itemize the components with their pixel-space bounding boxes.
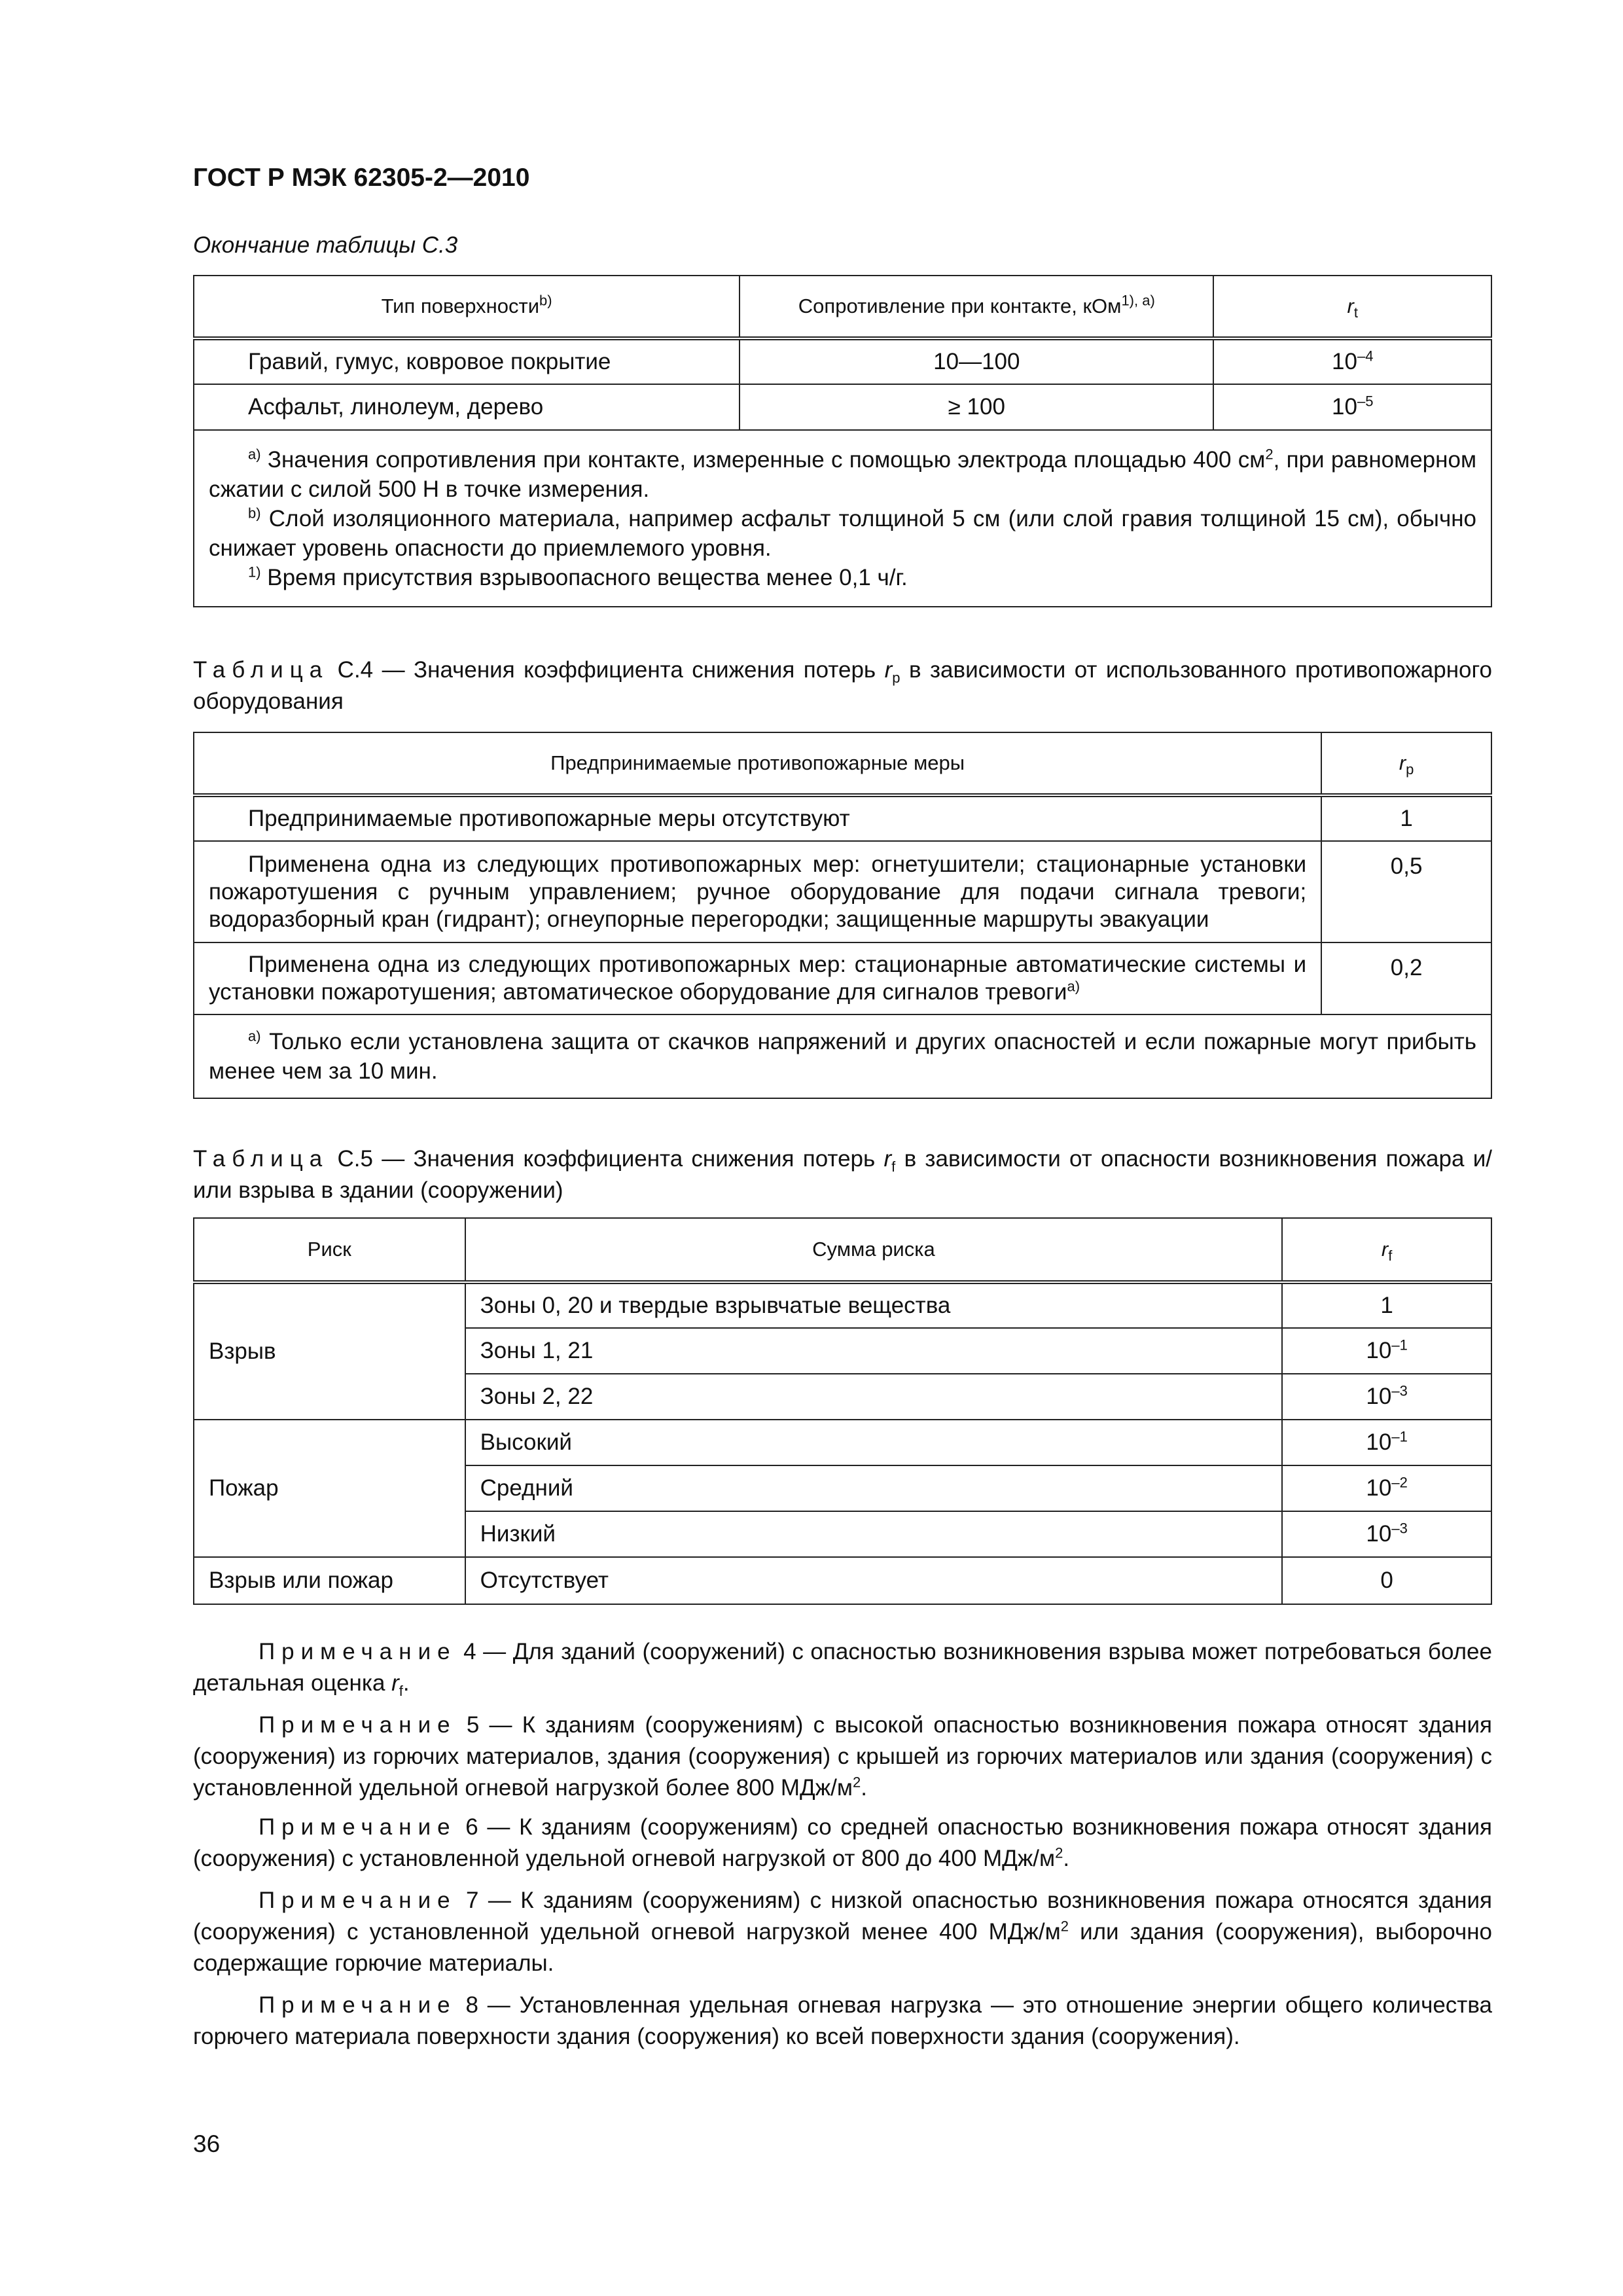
cell-rf: $10^{-1}$ — [1282, 1420, 1491, 1465]
document-header: ГОСТ Р МЭК 62305-2—2010 — [193, 164, 530, 192]
cell-measure: Применена одна из следующих противопожарных мер: стационарные автоматические системы и установки пожаротушения; автоматическое оборудование для сигналов тревоги$^{a)}$ — [194, 942, 1321, 1014]
table-c4-title: Таблица С.4 — Значения коэффициента снижения потерь $r_p$ в зависимости от использованного противопожарного оборудования — [193, 657, 1492, 714]
cell-rp: 0,2 — [1321, 942, 1491, 1014]
table-row — [194, 384, 1491, 430]
header-fire-measures: Предпринимаемые противопожарные меры — [194, 732, 1321, 795]
header-surface-type: Тип поверхности$^{b)}$ — [194, 276, 740, 338]
cell-risk-either: Взрыв или пожар — [194, 1557, 465, 1604]
cell-risk-sum: Зоны 1, 21 — [465, 1328, 1283, 1374]
header-rt: $r_t$ — [1213, 276, 1491, 338]
table-c5-title: Таблица С.5 — Значения коэффициента снижения потерь $r_f$ в зависимости от опасности возникновения пожара и/или взрыва в здании (сооружении) — [193, 1146, 1492, 1203]
cell-risk-sum: Высокий — [465, 1420, 1283, 1465]
page-number: 36 — [193, 2130, 221, 2157]
header-risk-sum: Сумма риска — [465, 1218, 1283, 1282]
cell-resistance: 10—100 — [740, 338, 1213, 384]
cell-risk-sum: Средний — [465, 1465, 1283, 1511]
table-footnotes-row — [194, 1014, 1491, 1098]
cell-rt: $10^{-4}$ — [1213, 338, 1491, 384]
table-c4 — [193, 732, 1492, 1099]
cell-rp: 0,5 — [1321, 841, 1491, 942]
footnote-b: $^{b)}$ Слой изоляционного материала, например асфальт толщиной 5 см (или слой гравия толщиной 15 см), обычно снижает уровень опасности до приемлемого уровня. — [209, 504, 1476, 561]
note-6: Примечание 6 — К зданиям (сооружениям) со средней опасностью возникновения пожара относят здания (сооружения) с установленной удельной огневой нагрузкой от 800 до 400 МДж/$м^2$. — [193, 1814, 1492, 1871]
cell-risk-explosion: Взрыв — [194, 1282, 465, 1420]
table-row — [194, 942, 1491, 1014]
cell-measure: Предпринимаемые противопожарные меры отсутствуют — [194, 795, 1321, 841]
cell-risk-sum: Низкий — [465, 1511, 1283, 1557]
note-5: Примечание 5 — К зданиям (сооружениям) с высокой опасностью возникновения пожара относят здания (сооружения) из горючих материалов, здания (сооружения) с крышей из горючих материалов или здания (сооружения) с установленной удельной огневой нагрузкой более 800 МДж/$м^2$. — [193, 1712, 1493, 1801]
table-c3-continuation-caption: Окончание таблицы С.3 — [193, 232, 458, 258]
cell-surface: Асфальт, линолеум, дерево — [194, 384, 740, 430]
table-header-row — [194, 732, 1491, 795]
table-footnotes-row — [194, 430, 1491, 607]
footnote-1: $^{1)}$ Время присутствия взрывоопасного вещества менее 0,1 ч/г. — [248, 563, 908, 590]
cell-resistance: ≥ 100 — [740, 384, 1213, 430]
table-c3 — [193, 275, 1492, 607]
table-row — [194, 795, 1491, 841]
header-risk: Риск — [194, 1218, 465, 1282]
cell-rf: $10^{-3}$ — [1282, 1511, 1491, 1557]
cell-rp: 1 — [1321, 795, 1491, 841]
table-c5 — [193, 1217, 1492, 1605]
table-row — [194, 338, 1491, 384]
cell-risk-sum: Зоны 2, 22 — [465, 1374, 1283, 1420]
cell-risk-fire: Пожар — [194, 1420, 465, 1557]
table-row — [194, 1557, 1491, 1604]
cell-risk-sum: Зоны 0, 20 и твердые взрывчатые вещества — [465, 1282, 1283, 1328]
table-row — [194, 841, 1491, 942]
table-row — [194, 1420, 1491, 1465]
cell-measure: Применена одна из следующих противопожарных мер: огнетушители; стационарные установки пожаротушения с ручным управлением; ручное оборудование для подачи сигнала тревоги; водоразборный кран (гидрант); огнеупорные перегородки; защищенные маршруты эвакуации — [194, 841, 1321, 942]
table-c3-footnotes — [194, 430, 1491, 607]
header-rp: $r_p$ — [1321, 732, 1491, 795]
cell-rf: 1 — [1282, 1282, 1491, 1328]
cell-rf: 0 — [1282, 1557, 1491, 1604]
cell-risk-sum: Отсутствует — [465, 1557, 1283, 1604]
table-row — [194, 1282, 1491, 1328]
cell-rt: $10^{-5}$ — [1213, 384, 1491, 430]
note-8: Примечание 8 — Установленная удельная огневая нагрузка — это отношение энергии общего количества горючего материала поверхности здания (сооружения) ко всей поверхности здания (сооружения). — [193, 1992, 1492, 2049]
note-7: Примечание 7 — К зданиям (сооружениям) с низкой опасностью возникновения пожара относятся здания (сооружения) с установленной удельной огневой нагрузкой менее 400 МДж/$м^2$ или здания (сооружения), выборочно содержащие горючие материалы. — [193, 1888, 1492, 1976]
footnote-a: $^{a)}$ Значения сопротивления при контакте, измеренные с помощью электрода площадью 400 $см^2$, при равномерном сжатии с силой 500 Н в точке измерения. — [209, 445, 1477, 502]
table-c4-footnote: $^{a)}$ Только если установлена защита от скачков напряжений и других опасностей и если пожарные могут прибыть менее чем за 10 мин. — [194, 1014, 1491, 1098]
cell-surface: Гравий, гумус, ковровое покрытие — [194, 338, 740, 384]
cell-rf: $10^{-2}$ — [1282, 1465, 1491, 1511]
cell-rf: $10^{-3}$ — [1282, 1374, 1491, 1420]
table-header-row — [194, 1218, 1491, 1282]
note-4: Примечание 4 — Для зданий (сооружений) с опасностью возникновения взрыва может потребоваться более детальная оценка $r_f$. — [193, 1639, 1492, 1699]
table-header-row — [194, 276, 1491, 338]
header-rf: $r_f$ — [1282, 1218, 1491, 1282]
header-contact-resistance: Сопротивление при контакте, кОм$^{1), a)}$ — [740, 276, 1213, 338]
cell-rf: $10^{-1}$ — [1282, 1328, 1491, 1374]
